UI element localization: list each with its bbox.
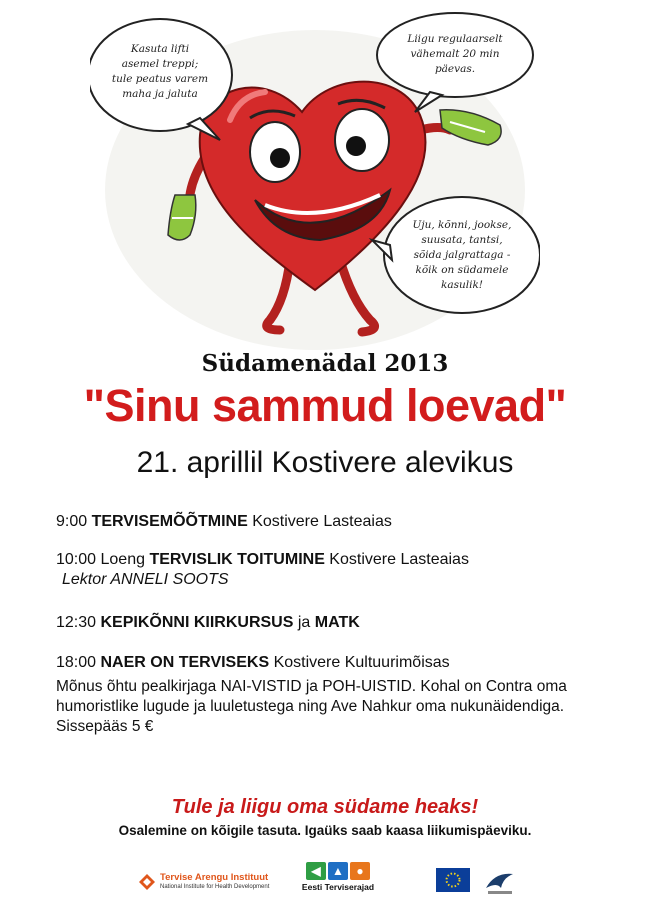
bubble-left-line-3: tule peatus varem [111,73,209,85]
bubble-right-bottom-line-4: kõik on südamele [415,264,509,276]
arrow-left-icon: ◀ [306,862,326,880]
arrow-up-icon: ▲ [328,862,348,880]
program-title: KEPIKÕNNI KIIRKURSUS [100,614,294,631]
tai-name: Tervise Arengu Instituut [160,872,269,883]
evening-description-text: Mõnus õhtu pealkirjaga NAI-VISTID ja POH-UISTID. Kohal on Contra oma humoristlike lugude ja luuletustega ning Ave Nahkur oma nukunäidendiga. [56,678,567,715]
bubble-right-bottom-line-1: Uju, kõnni, jookse, [412,219,512,231]
sponsor-logos [0,860,650,920]
bubble-right-bottom-line-2: suusata, tantsi, [421,234,503,246]
program-time: 18:00 [56,654,97,671]
program-title: TERVISLIK TOITUMINE [149,551,325,568]
evening-description [56,677,626,737]
program-place: Kostivere Kultuurimõisas [269,654,450,671]
bubble-right-bottom-line-5: kasulik! [440,279,484,291]
swallow-logo-icon [483,868,517,896]
program-item-0900 [56,512,626,532]
event-date-location: 21. aprillil Kostivere alevikus [136,446,514,479]
eu-flag-icon [436,868,470,892]
program-title-2: MATK [314,614,360,631]
program-title: NAER ON TERVISEKS [100,654,270,671]
program-title: TERVISEMÕÕTMINE [91,513,248,530]
bubble-right-top-line-3: päevas. [434,63,476,75]
bubble-right-top-line-2: vähemalt 20 min [410,48,500,60]
slogan: Tule ja liigu oma südame heaks! [171,796,479,818]
bubble-left-line-1: Kasuta lifti [130,43,190,55]
tai-english-name: National Institute for Health Development [160,884,270,890]
program-connector: ja [293,614,315,631]
eesti-terviserajad-name: Eesti Terviserajad [301,882,375,892]
entry-fee: Sissepääs 5 € [56,718,154,735]
tagline: Osalemine on kõigile tasuta. Igaüks saab kaasa liikumispäeviku. [118,823,532,838]
program-item-1230 [56,613,626,633]
eesti-terviserajad-logo [286,862,390,892]
tai-mark-icon [138,873,156,891]
heart-illustration [90,0,540,355]
bubble-right-bottom-line-3: sõida jalgrattaga - [413,249,511,261]
program-place: Kostivere Lasteaias [324,551,469,568]
program-prefix: Loeng [100,551,150,568]
program-time: 10:00 [56,551,97,568]
tai-logo [138,872,269,891]
program-time: 9:00 [56,513,88,530]
program-place: Kostivere Lasteaias [247,513,392,530]
program-time: 12:30 [56,614,97,631]
program-item-1000 [56,550,626,590]
event-headline: "Sinu sammud loevad" [83,380,567,431]
bubble-left-line-2: asemel treppi; [121,58,199,70]
bubble-left-line-4: maha ja jaluta [122,88,198,100]
runner-icon: ● [350,862,370,880]
event-subtitle: Südamenädal 2013 [201,350,449,377]
bubble-right-top-line-1: Liigu regulaarselt [407,33,503,45]
program-lecturer: Lektor ANNELI SOOTS [62,571,229,588]
program-item-1800 [56,653,626,673]
